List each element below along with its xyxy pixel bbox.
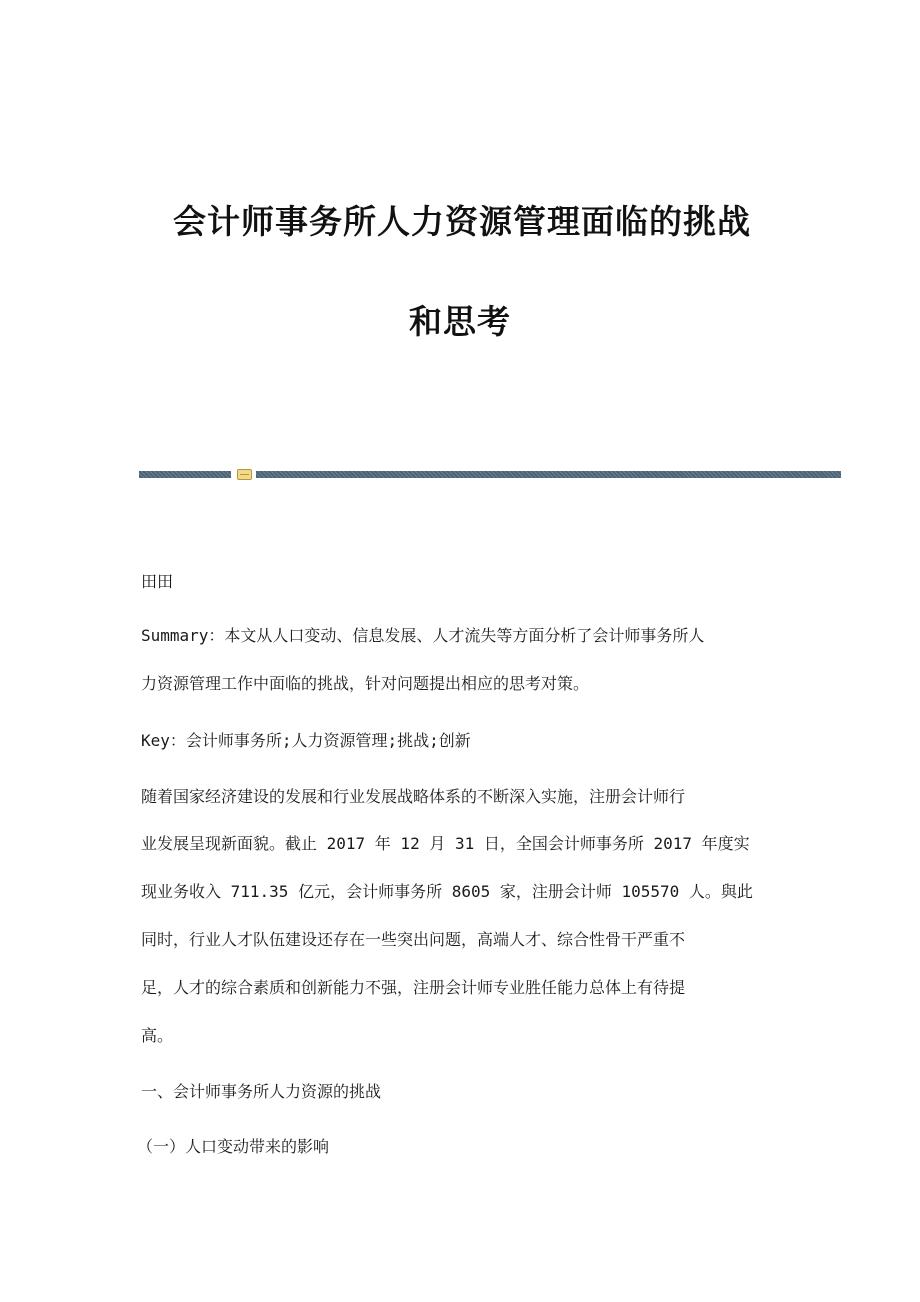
summary-line-1: Summary：本文从人口变动、信息发展、人才流失等方面分析了会计师事务所人: [141, 626, 705, 645]
subsection-heading: （一）人口变动带来的影响: [137, 1137, 330, 1156]
body-line-5: 足，人才的综合素质和创新能力不强，注册会计师专业胜任能力总体上有待提: [141, 978, 686, 997]
summary-line-2: 力资源管理工作中面临的挑战，针对问题提出相应的思考对策。: [141, 674, 590, 693]
body-line-3: 现业务收入 711.35 亿元，会计师事务所 8605 家，注册会计师 105570 人。與此: [141, 882, 753, 901]
decorative-divider: [139, 469, 841, 479]
body-line-4: 同时，行业人才队伍建设还存在一些突出问题，高端人才、综合性骨干严重不: [141, 930, 686, 949]
author-name: 田田: [141, 572, 174, 591]
divider-ornament-icon: [237, 469, 252, 480]
section-heading: 一、会计师事务所人力资源的挑战: [141, 1082, 382, 1101]
body-line-6: 高。: [141, 1026, 174, 1045]
document-title-line-1: 会计师事务所人力资源管理面临的挑战: [173, 202, 751, 241]
body-line-2: 业发展呈现新面貌。截止 2017 年 12 月 31 日，全国会计师事务所 2017 年度实: [141, 834, 750, 853]
divider-bar-left: [139, 471, 231, 478]
body-line-1: 随着国家经济建设的发展和行业发展战略体系的不断深入实施，注册会计师行: [141, 787, 686, 806]
divider-bar-right: [256, 471, 841, 478]
document-title-line-2: 和思考: [409, 302, 511, 341]
keywords: Key：会计师事务所;人力资源管理;挑战;创新: [141, 731, 471, 750]
